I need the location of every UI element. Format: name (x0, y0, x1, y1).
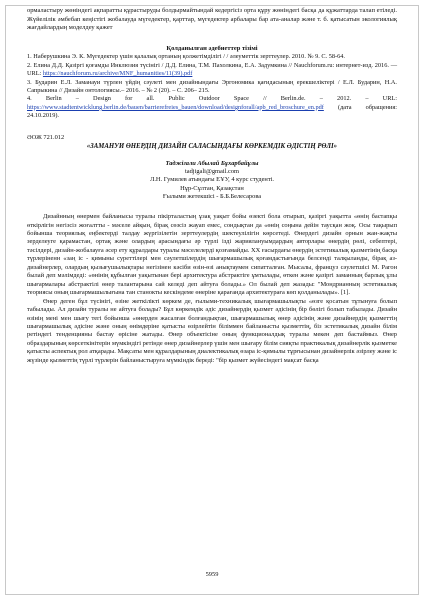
body-paragraph-1: Дизайнның өнермен байланысы туралы пікірталастың ұзақ уақыт бойы өзекті бола отырып, қазіргі уақытта «өнің бастапқы өткірлігін негізсіз жоғалтты - мәселе айқын, бірақ сөзсіз жауап емес, сондықтан да «өнің соңына дейін таусқан жоқ. Осы тақырып бойынша теориялық еңбектерді талдау жүргізілетін зерттеулердің шектеулілігін көрсетеді. Өнердегі дизайн орнын жан-жақты зерделеуге қарамастан, ортақ және олардың арасындағы әр түрлі ізді жариялануымдардың авторлары өнердің рөлі, себептері, тәсілдері, дизайн-жобалауға әсер ету құралдары туралы мәселелерді қозғамайды. ХХ ғасырдағы өнердің эстетикалық қызметінің басқа түрлеріненн «заң іс - қимыны суреттілері мен сәулетшілердің шығармашылық қоғамдастығында белсенді талқыланды, бірақ аз-дизайнерлер, олардың қызығушылықтары негізінен кәсіби өзін-өзі анықтаумен сипатталған. Мысалы, француз сәулетшісі М. Рагон былай деп мәлімдеді: «өнінің құбылған уақытынан бері архитектура абстрактіге ұмтылады, өткен және қазіргі заманның барлық ұлы шығармалары абстрактілі өнер талантарына сай келеді деп айтуға болады.» Ол былай деп жазады: "Мондрианның эстетикалық теориясы оның шығармашылығына тан станокты кескіндеме өнеріне қарағанда архитектураға көп қолданылады». [1]. (27, 213, 397, 297)
reference-item-1: 1. Наберушкина Э. К. Мүгедектер үшін қалалық ортаның қолжетімділігі / / әлеуметтік зерттеулер. 2010. № 9. С. 58-64. (27, 53, 345, 61)
page-number: 5959 (205, 571, 219, 578)
article-body (27, 213, 397, 365)
author-name: Таджігали Абылай Бұхарбайұлы (165, 159, 259, 167)
reference-item-2: 2. Елина Д.Д. Қазіргі қоғамды Инклюзия түсінігі / Д.Д. Елина, Т.М. Пахолкина, Е.А. Задумкина // Nauchforum.ru: интернет-изд. 2016. — URL: https://nauchforum.ru/archive/MNF_humanities/11(39).pdf (27, 61, 397, 78)
references-list (27, 53, 397, 120)
body-paragraph-2: Өнер деген бұл түсінігі, өзіне жеткілікті көркем де, ғылыми-техникалық шығармашылықты «өзге қосатын тұтынуға болып табылады. Ал дизайн туралы не айтуға болады? Бұл көркемдік әдіс дизайнердің қызмет әдісінің бір бөлігі болып табылады. Дизайн өзінің мені мен шығу тегі бойынша «өнерден жасалған болғандықтан, шығармашылық өнер әдісінің және дизайнердің қызметтің шығармашылық әдісіне және оның өнімдеріне қатысты өзірлейтін біліммен байланысты қызметтің, біз эстетикалық дизайн білім ретіндегі тенденцияны бастау өрісіне жатады. Өнер объектісіне оның функционалдық туралы мекен деп бастаймыз. Өнер образдарының көрсеткінітерін мүмкіндігі ретінде өнер дизайнерлер үшін мен шығару білім сияқты практикалық дизайнерлік қызметке қатысты аспектық рол атқарады. Мақсаты мен құралдарының диалектикалық өзара іс-қимылы тұрғысынан дизайнерлік әзірлеу және іс жүзінде қызметтің түрлі түрлерін байланыстыруға мүмкіндік береді: "бір қызмет жүйесіндегі мақсат басқа (27, 297, 397, 364)
reference-item-4: 4. Berlin – Design for all. Public Outdoor Space // Berlin.de. – 2012. – URL: https://www.stadtentwicklung.berlin.de/bauen/barrierefreies_bauen/download/designforall/apb_red_brosсhure_en.pdf (дата обращения: 24.10.2019). (27, 95, 397, 120)
author-affiliation: Л.Н. Гумилев атындағы ЕҰУ, 4 курс студенті. (149, 176, 275, 184)
author-block (27, 160, 397, 201)
author-email: tadjigali@gmail.com (185, 167, 239, 175)
article-title: «ЗАМАНУИ ӨНЕРДІҢ ДИЗАЙН САЛАСЫНДАҒЫ КӨРКЕМДІК ӘДІСТІҢ РӨЛІ» (86, 142, 338, 150)
udc-code: ӘОЖ 721.012 (27, 133, 65, 141)
references-title: Қолданылған әдебиеттер тізімі (166, 44, 258, 52)
reference-link-2[interactable]: https://nauchforum.ru/archive/MNF_humanities/11(39).pdf (42, 70, 193, 78)
reference-link-4[interactable]: https://www.stadtentwicklung.berlin.de/bauen/barrierefreies_bauen/download/designforall/apb_red_brosсhure_en.pdf (27, 103, 324, 111)
intro-paragraph: ормаластыру жөніндегі ақпаратты құрастыруды болдырмайтындай кедергісіз орта құру жөніндегі басқа да құжаттарда талап етіледі. Жүйелілік әмбебап кеңістігі жобалауда мүгедектер, қарттар, мүгедектер арбалары бар ата-аналар және т. б. қатысатын экологиялық жағдайлардың моделдеу қажет (27, 7, 397, 32)
author-city: Нұр-Сұлтан, Қазақстан (180, 184, 244, 192)
reference-item-3: 3. Бударин Е.Л. Заманауи түрлен үйдің сәулеті мен дизайнындағы Эргономика қағидасының ерекшеліктері / Е.Л. Бударин, Н.А. Сапрыкина // Дизайн онтологиясы.– 2016. – № 2 (20). – С. 206– 215. (27, 78, 397, 94)
scientific-advisor: Ғылыми жетекшісі - Б.Б.Белесарова (162, 192, 262, 200)
